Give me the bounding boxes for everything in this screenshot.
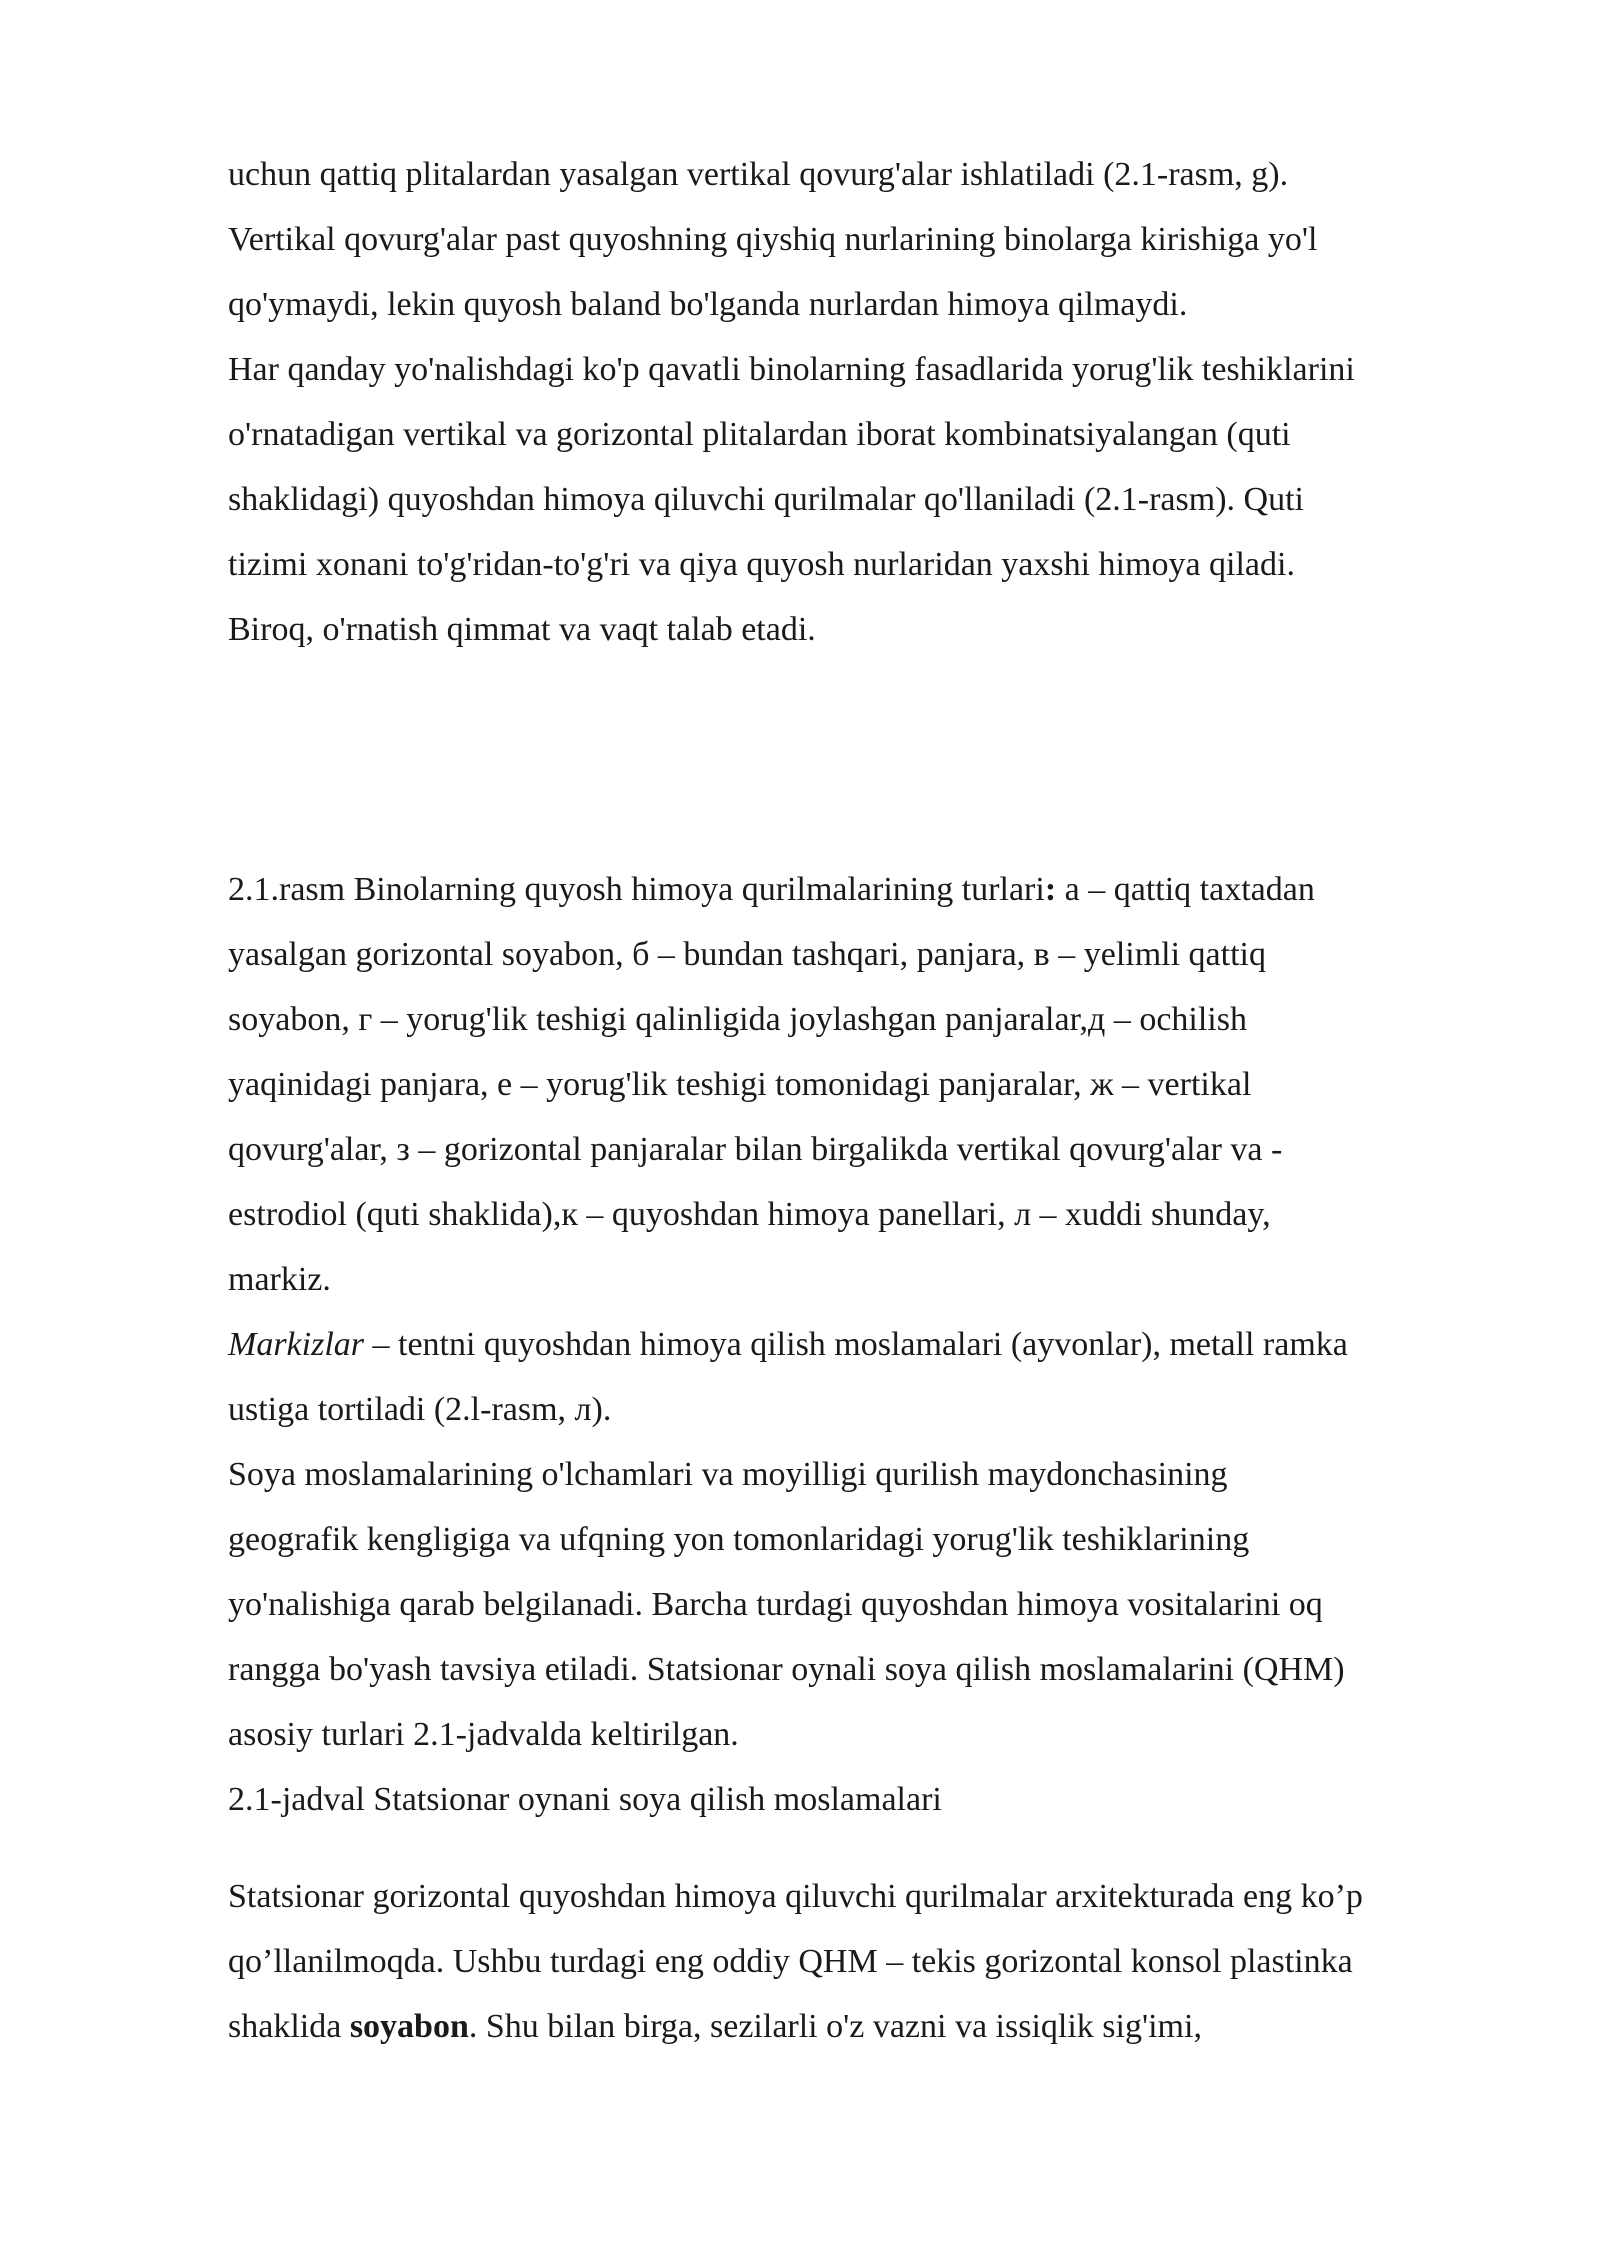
text-line: Statsionar gorizontal quyoshdan himoya qiluvchi qurilmalar arxitekturada eng ko’p [228,1878,1363,1915]
markiz-definition-line: ustiga tortiladi (2.l-rasm, л). [228,1391,612,1428]
text-fragment: shaklida [228,2008,350,2045]
figure-caption-line: soyabon, г – yorug'lik teshigi qalinligida joylashgan panjaralar,д – ochilish [228,1001,1247,1038]
text-line: qo’llanilmoqda. Ushbu turdagi eng oddiy QHM – tekis gorizontal konsol plastinka [228,1943,1353,1980]
text-line: shaklidagi) quyoshdan himoya qiluvchi qurilmalar qo'llaniladi (2.1-rasm). Quti [228,481,1304,518]
text-line: tizimi xonani to'g'ridan-to'g'ri va qiya quyosh nurlaridan yaxshi himoya qiladi. [228,546,1295,583]
definition-text: – tentni quyoshdan himoya qilish moslamalari (ayvonlar), metall ramka [364,1326,1348,1363]
term-soyabon: soyabon [349,2008,469,2045]
text-line: yo'nalishiga qarab belgilanadi. Barcha turdagi quyoshdan himoya vositalarini oq [228,1586,1323,1623]
text-line: geografik kengligiga va ufqning yon tomonlaridagi yorug'lik teshiklarining [228,1521,1250,1558]
markiz-definition-line [228,1312,1528,1377]
text-line: Biroq, o'rnatish qimmat va vaqt talab etadi. [228,611,816,648]
text-line: Har qanday yo'nalishdagi ko'p qavatli binolarning fasadlarida yorug'lik teshiklarini [228,351,1355,388]
caption-text: а – qattiq taxtadan [1056,871,1315,908]
figure-caption-line: yasalgan gorizontal soyabon, б – bundan tashqari, panjara, в – yelimli qattiq [228,936,1266,973]
text-line: asosiy turlari 2.1-jadvalda keltirilgan. [228,1716,739,1753]
figure-caption-line: estrodiol (quti shaklida),к – quyoshdan himoya panellari, л – xuddi shunday, [228,1196,1271,1233]
caption-colon: : [1044,871,1057,908]
paragraph-horizontal-devices [228,1864,1528,2059]
text-line: qo'ymaydi, lekin quyosh baland bo'lganda nurlardan himoya qilmaydi. [228,286,1188,323]
text-line: o'rnatadigan vertikal va gorizontal plitalardan iborat kombinatsiyalangan (quti [228,416,1291,453]
text-line: uchun qattiq plitalardan yasalgan vertikal qovurg'alar ishlatiladi (2.1-rasm, g). [228,156,1289,193]
text-line [228,1994,1528,2059]
figure-caption-and-body [228,857,1528,1832]
figure-caption-line: yaqinidagi panjara, е – yorug'lik teshigi tomonidagi panjaralar, ж – vertikal [228,1066,1252,1103]
text-line: Vertikal qovurg'alar past quyoshning qiyshiq nurlarining binolarga kirishiga yo'l [228,221,1318,258]
figure-caption-line: markiz. [228,1261,331,1298]
text-line: rangga bo'yash tavsiya etiladi. Statsionar oynali soya qilish moslamalarini (QHM) [228,1651,1345,1688]
text-line: Soya moslamalarining o'lchamlari va moyilligi qurilish maydonchasining [228,1456,1228,1493]
paragraph-sun-protection-ribs [228,142,1528,662]
text-fragment: . Shu bilan birga, sezilarli o'z vazni va issiqlik sig'imi, [468,2008,1202,2045]
figure-caption-line [228,857,1528,922]
table-caption: 2.1-jadval Statsionar oynani soya qilish moslamalari [228,1781,942,1818]
figure-caption-line: qovurg'alar, з – gorizontal panjaralar bilan birgalikda vertikal qovurg'alar va - [228,1131,1283,1168]
caption-title: 2.1.rasm Binolarning quyosh himoya qurilmalarining turlari [228,871,1045,908]
term-markizlar: Markizlar [228,1326,364,1363]
